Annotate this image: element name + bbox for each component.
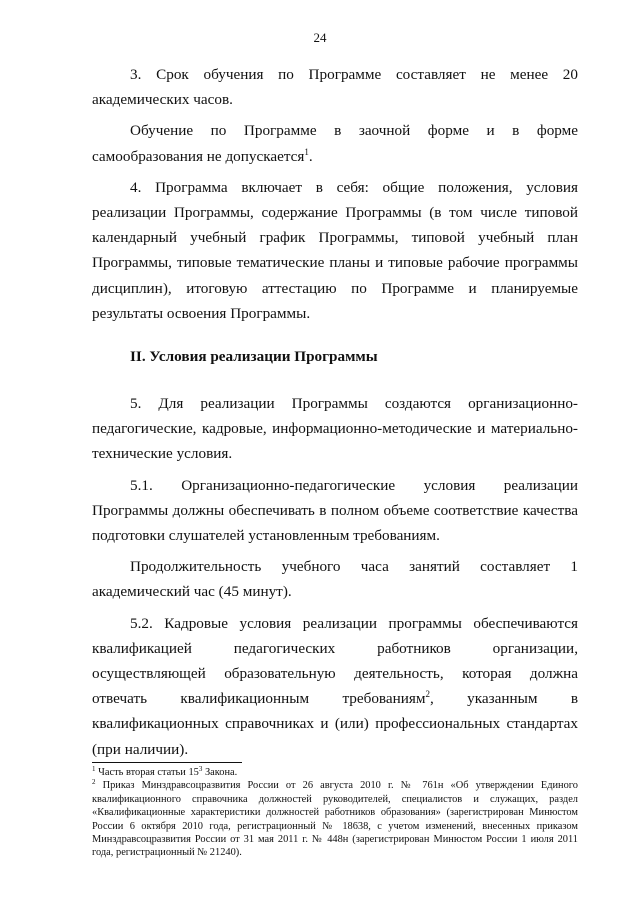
paragraph-staff-conditions-end: , указанным в квалификационных справочниках и (или) профессиональных стандартах (при наличии). <box>92 690 579 758</box>
footnote-2-text: Приказ Минздравсоцразвития России от 26 августа 2010 г. № 761н «Об утверждении Единого квалификационного справочника должностей руководителей, специалистов и служащих, раздел «Квалификационные характеристики должностей работников образования» (зарегистрирован Минюстом России 6 октября 2010 года, регистрационный № 18638, с учетом изменений, внесенных приказом Минздравсоцразвития России от 31 мая 2011 г. № 448н (зарегистрирован Минюстом России 1 июля 2011 года, регистрационный № 21240). <box>92 780 578 859</box>
footnote-1 <box>92 766 578 779</box>
section-heading: II. Условия реализации Программы <box>130 348 378 366</box>
paragraph-program-contents: 4. Программа включает в себя: общие положения, условия реализации Программы, содержание Программы (в том числе типовой календарный учебный график Программы, типовой учебный план Программы, типовые тематические планы и типовые рабочие программы дисциплин), итоговую аттестацию по Программе и планируемые результаты освоения Программы. <box>92 178 578 322</box>
page-number: 24 <box>313 30 327 45</box>
footnote-2-marker: 2 <box>92 778 96 787</box>
paragraph-conditions: 5. Для реализации Программы создаются организационно-педагогические, кадровые, информационно-методические и материально-технические условия. <box>92 395 578 463</box>
paragraph-organizational-conditions: 5.1. Организационно-педагогические условия реализации Программы должны обеспечивать в полном объеме соответствие качества подготовки слушателей установленным требованиям. <box>92 476 578 545</box>
paragraph-staff-conditions <box>92 611 578 762</box>
footnote-1-sup: 3 <box>198 765 203 773</box>
footnote-ref-1: 1 <box>304 146 309 157</box>
paragraph-staff-conditions-text: 5.2. Кадровые условия реализации программы обеспечиваются квалификацией педагогических работников организации, осуществляющей образовательную деятельность, которая должна отвечать квалификационным требованиям <box>92 614 578 708</box>
main-text <box>92 62 578 768</box>
paragraph-distance-learning-end: . <box>308 147 313 165</box>
paragraph-term: 3. Срок обучения по Программе составляет не менее 20 академических часов. <box>92 66 578 109</box>
paragraph-hour-duration: Продолжительность учебного часа занятий составляет 1 академический час (45 минут). <box>92 558 578 601</box>
footnote-divider <box>92 762 242 763</box>
paragraph-distance-learning <box>92 118 578 168</box>
footnote-1-marker: 1 <box>92 765 96 773</box>
paragraph-distance-learning-text: Обучение по Программе в заочной форме и в форме самообразования не допускается <box>92 122 578 165</box>
footnotes <box>92 766 578 860</box>
footnote-1-text-a: Часть вторая статьи 15 <box>95 767 199 778</box>
footnote-ref-2: 2 <box>425 689 431 700</box>
footnote-1-text-b: Закона. <box>202 767 238 778</box>
footnote-2 <box>92 779 578 859</box>
